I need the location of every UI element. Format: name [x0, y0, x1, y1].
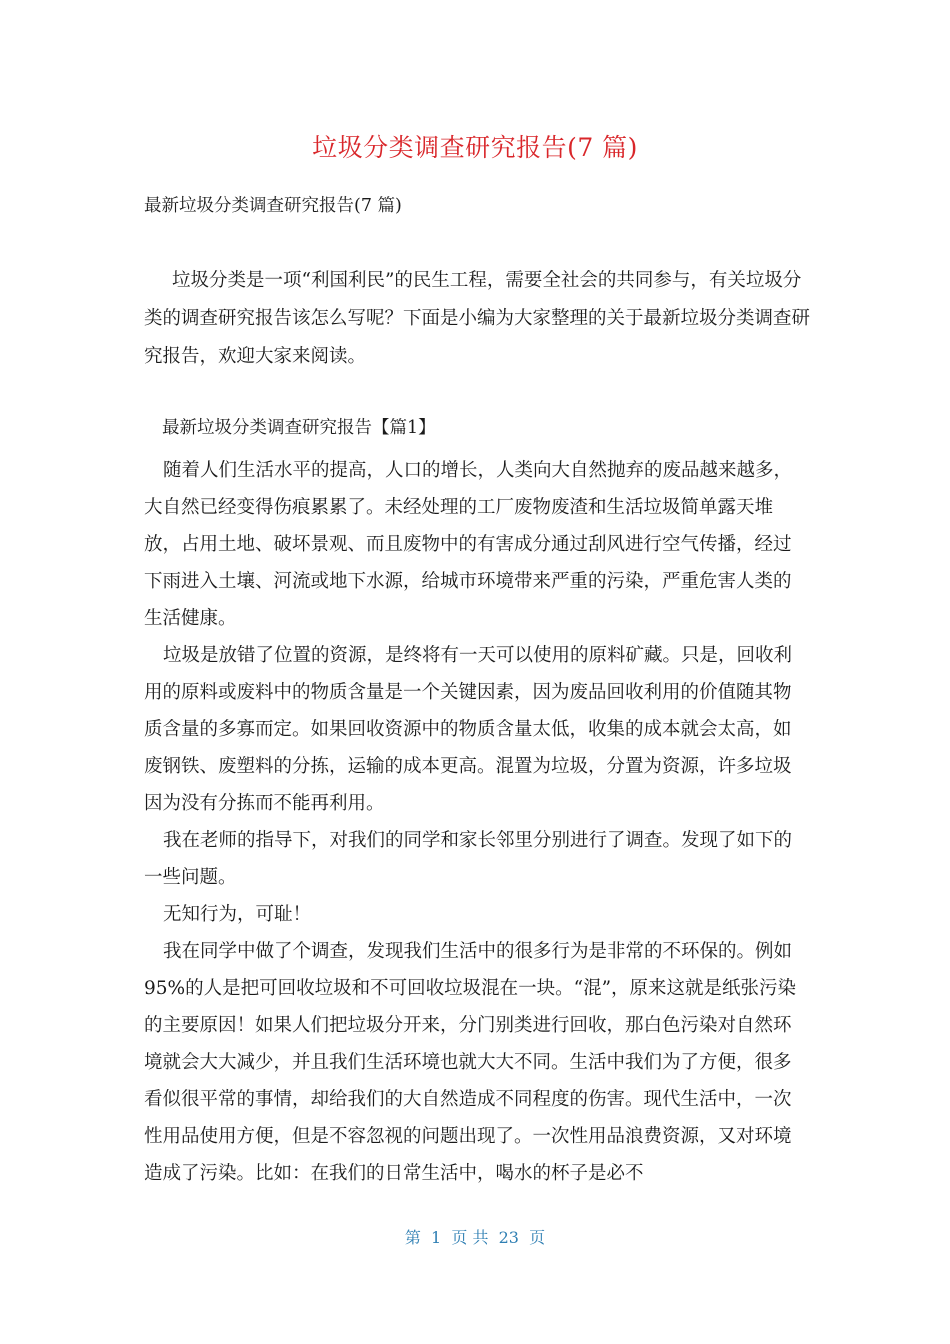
body-paragraph: 随着人们生活水平的提高，人口的增长，人类向大自然抛弃的废品越来越多，大自然已经变得伤痕累累了。未经处理的工厂废物废渣和生活垃圾简单露天堆放，占用土地、破坏景观、而且废物中的有害成分通过刮风进行空气传播，经过下雨进入土壤、河流或地下水源，给城市环境带来严重的污染，严重危害人类的生活健康。 [144, 460, 793, 629]
body-paragraph: 我在老师的指导下，对我们的同学和家长邻里分别进行了调查。发现了如下的一些问题。 [144, 830, 793, 888]
intro-paragraph: 垃圾分类是一项“利国利民”的民生工程，需要全社会的共同参与，有关垃圾分类的调查研究报告该怎么写呢？下面是小编为大家整理的关于最新垃圾分类调查研究报告，欢迎大家来阅读。 [144, 270, 811, 367]
body-paragraph: 无知行为，可耻！ [163, 904, 312, 925]
document-title: 垃圾分类调查研究报告(7 篇) [312, 133, 638, 162]
document-subtitle: 最新垃圾分类调查研究报告(7 篇) [144, 196, 402, 216]
body-text [144, 452, 808, 1192]
body-paragraph: 垃圾是放错了位置的资源，是终将有一天可以使用的原料矿藏。只是，回收利用的原料或废料中的物质含量是一个关键因素，因为废品回收利用的价值随其物质含量的多寡而定。如果回收资源中的物质含量太低，收集的成本就会太高，如废钢铁、废塑料的分拣，运输的成本更高。混置为垃圾，分置为资源，许多垃圾因为没有分拣而不能再利用。 [144, 645, 793, 814]
body-paragraph: 我在同学中做了个调查，发现我们生活中的很多行为是非常的不环保的。例如95%的人是把可回收垃圾和不可回收垃圾混在一块。“混”，原来这就是纸张污染的主要原因！如果人们把垃圾分开来，分门别类进行回收，那白色污染对自然环境就会大大减少，并且我们生活环境也就大大不同。生活中我们为了方便，很多看似很平常的事情，却给我们的大自然造成不同程度的伤害。现代生活中，一次性用品使用方便，但是不容忽视的问题出现了。一次性用品浪费资源，又对环境造成了污染。比如：在我们的日常生活中，喝水的杯子是必不 [144, 941, 797, 1184]
page-number-footer: 第 1 页 共 23 页 [404, 1228, 546, 1247]
section-heading: 最新垃圾分类调查研究报告【篇1】 [162, 418, 436, 438]
